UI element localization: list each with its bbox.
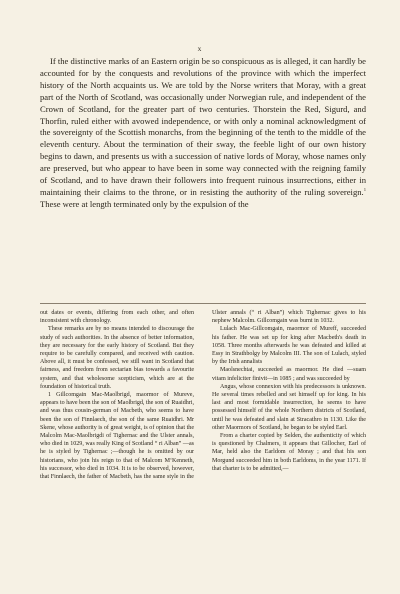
footnote-paragraph: Lulach Mac-Gillcomgain, maormor of Mureff, succeeded his father. He was set up for king after Macbeth's death in 1058. Three months afterwards he was defeated and killed at Essy in Strathbolgy by Malcolm III. The son of Lulach, styled by the Irish annalists xyxy=(212,326,366,366)
footnotes xyxy=(40,309,366,569)
main-text xyxy=(40,56,366,211)
footnote-paragraph: Angus, whose connexion with his predecessors is unknown. He several times rebelled and set himself up for king. In his last and most formidable insurrection, he seems to have possessed himself of the whole Northern districts of Scotland, until he was defeated and slain at Stracathro in 1130. Like the other Maormors of Scotland, he began to be styled Earl. xyxy=(212,383,366,431)
page-marker: x xyxy=(197,44,203,53)
footnote-paragraph: These remarks are by no means intended to discourage the study of such authorities. In the absence of better information, they are necessary for the early history of Scotland. But they require to be carefully compared, and received with caution. Above all, it must be confessed, we still want in Scotland that fairness, and freedom from sectarian bias towards a favourite system, and that wholesome scepticism, which are at the foundation of historical truth. xyxy=(40,326,194,390)
footnote-paragraph: From a charter copied by Selden, the authenticity of which is questioned by Chalmers, it appears that Gillocher, Earl of Mar, held also the Earldom of Moray ; and that his son Morgund succeeded him in both Earldoms, in the year 1171. If that charter is to be admitted,— xyxy=(212,433,366,472)
footnote-rule xyxy=(40,303,366,304)
footnote-continuation: out dates or events, differing from each other, and often inconsistent with chronology. xyxy=(40,310,194,325)
main-paragraph xyxy=(40,56,366,211)
footnote-paragraph: 1 Gillcomgain Mac-Maolbrigd, maormor of Mureve, appears to have been the son of Maolbrigd, the son of Ruaidhri, and was thus cousin-german of Macbeth, who seems to have been the son of Finnlaech, the son of the same Ruaidhri. Mr Skene, whose authority is of great weight, is of opinion that the Malcolm Mac-Maolbrigdi of Tighernac and the Ulster annals, who died in 1029, was really King of Scotland “ ri Alban” —as he is styled by Tighernac ;—though he is omitted by our historians, who join his reign to that of Malcom M‘Kenneth, his successor, who died in 1034. It is to be observed, however, that Finnlaech, the father of Macbeth, has the same style in the Ulster annals (“ ri Alban”) which Tighernac gives to his nephew Malcolm. Gillcomgain was burnt in 1032. xyxy=(40,310,366,481)
main-paragraph-end: These were at length terminated only by the expulsion of the xyxy=(40,198,249,209)
footnote-paragraph: Maolsnechtai, succeeded as maormor. He died —suam vitam infeliciter finivit—in 1085 ; and was succeeded by xyxy=(212,367,366,382)
main-paragraph-text: If the distinctive marks of an Eastern origin be so conspicuous as is alleged, it can hardly be accounted for by the conquests and revolutions of the province with which the imperfect history of the North acquaints us. We are told by the Norse writers that Moray, with a great part of the North of Scotland, was occasionally under Norwegian rule, and independent of the Crown of Scotland, for the greater part of two centuries. Thorstein the Red, Sigurd, and Thorfin, ruled either with avowed independence, or with only a nominal acknowledgment of the sovereignty of the Scottish monarchs, from the beginning of the tenth to the middle of the eleventh century. About the termination of their sway, the feeble light of our own history begins to dawn, and presents us with a succession of native lords of Moray, whose names only are preserved, but who appear to have been in some way connected with the reigning family of Scotland, and to have drawn their followers into frequent ruinous insurrections, either in maintaining their claims to the throne, or in resisting the authority of the ruling sovereign. xyxy=(40,56,366,197)
footnote-reference: 1 xyxy=(363,187,366,193)
